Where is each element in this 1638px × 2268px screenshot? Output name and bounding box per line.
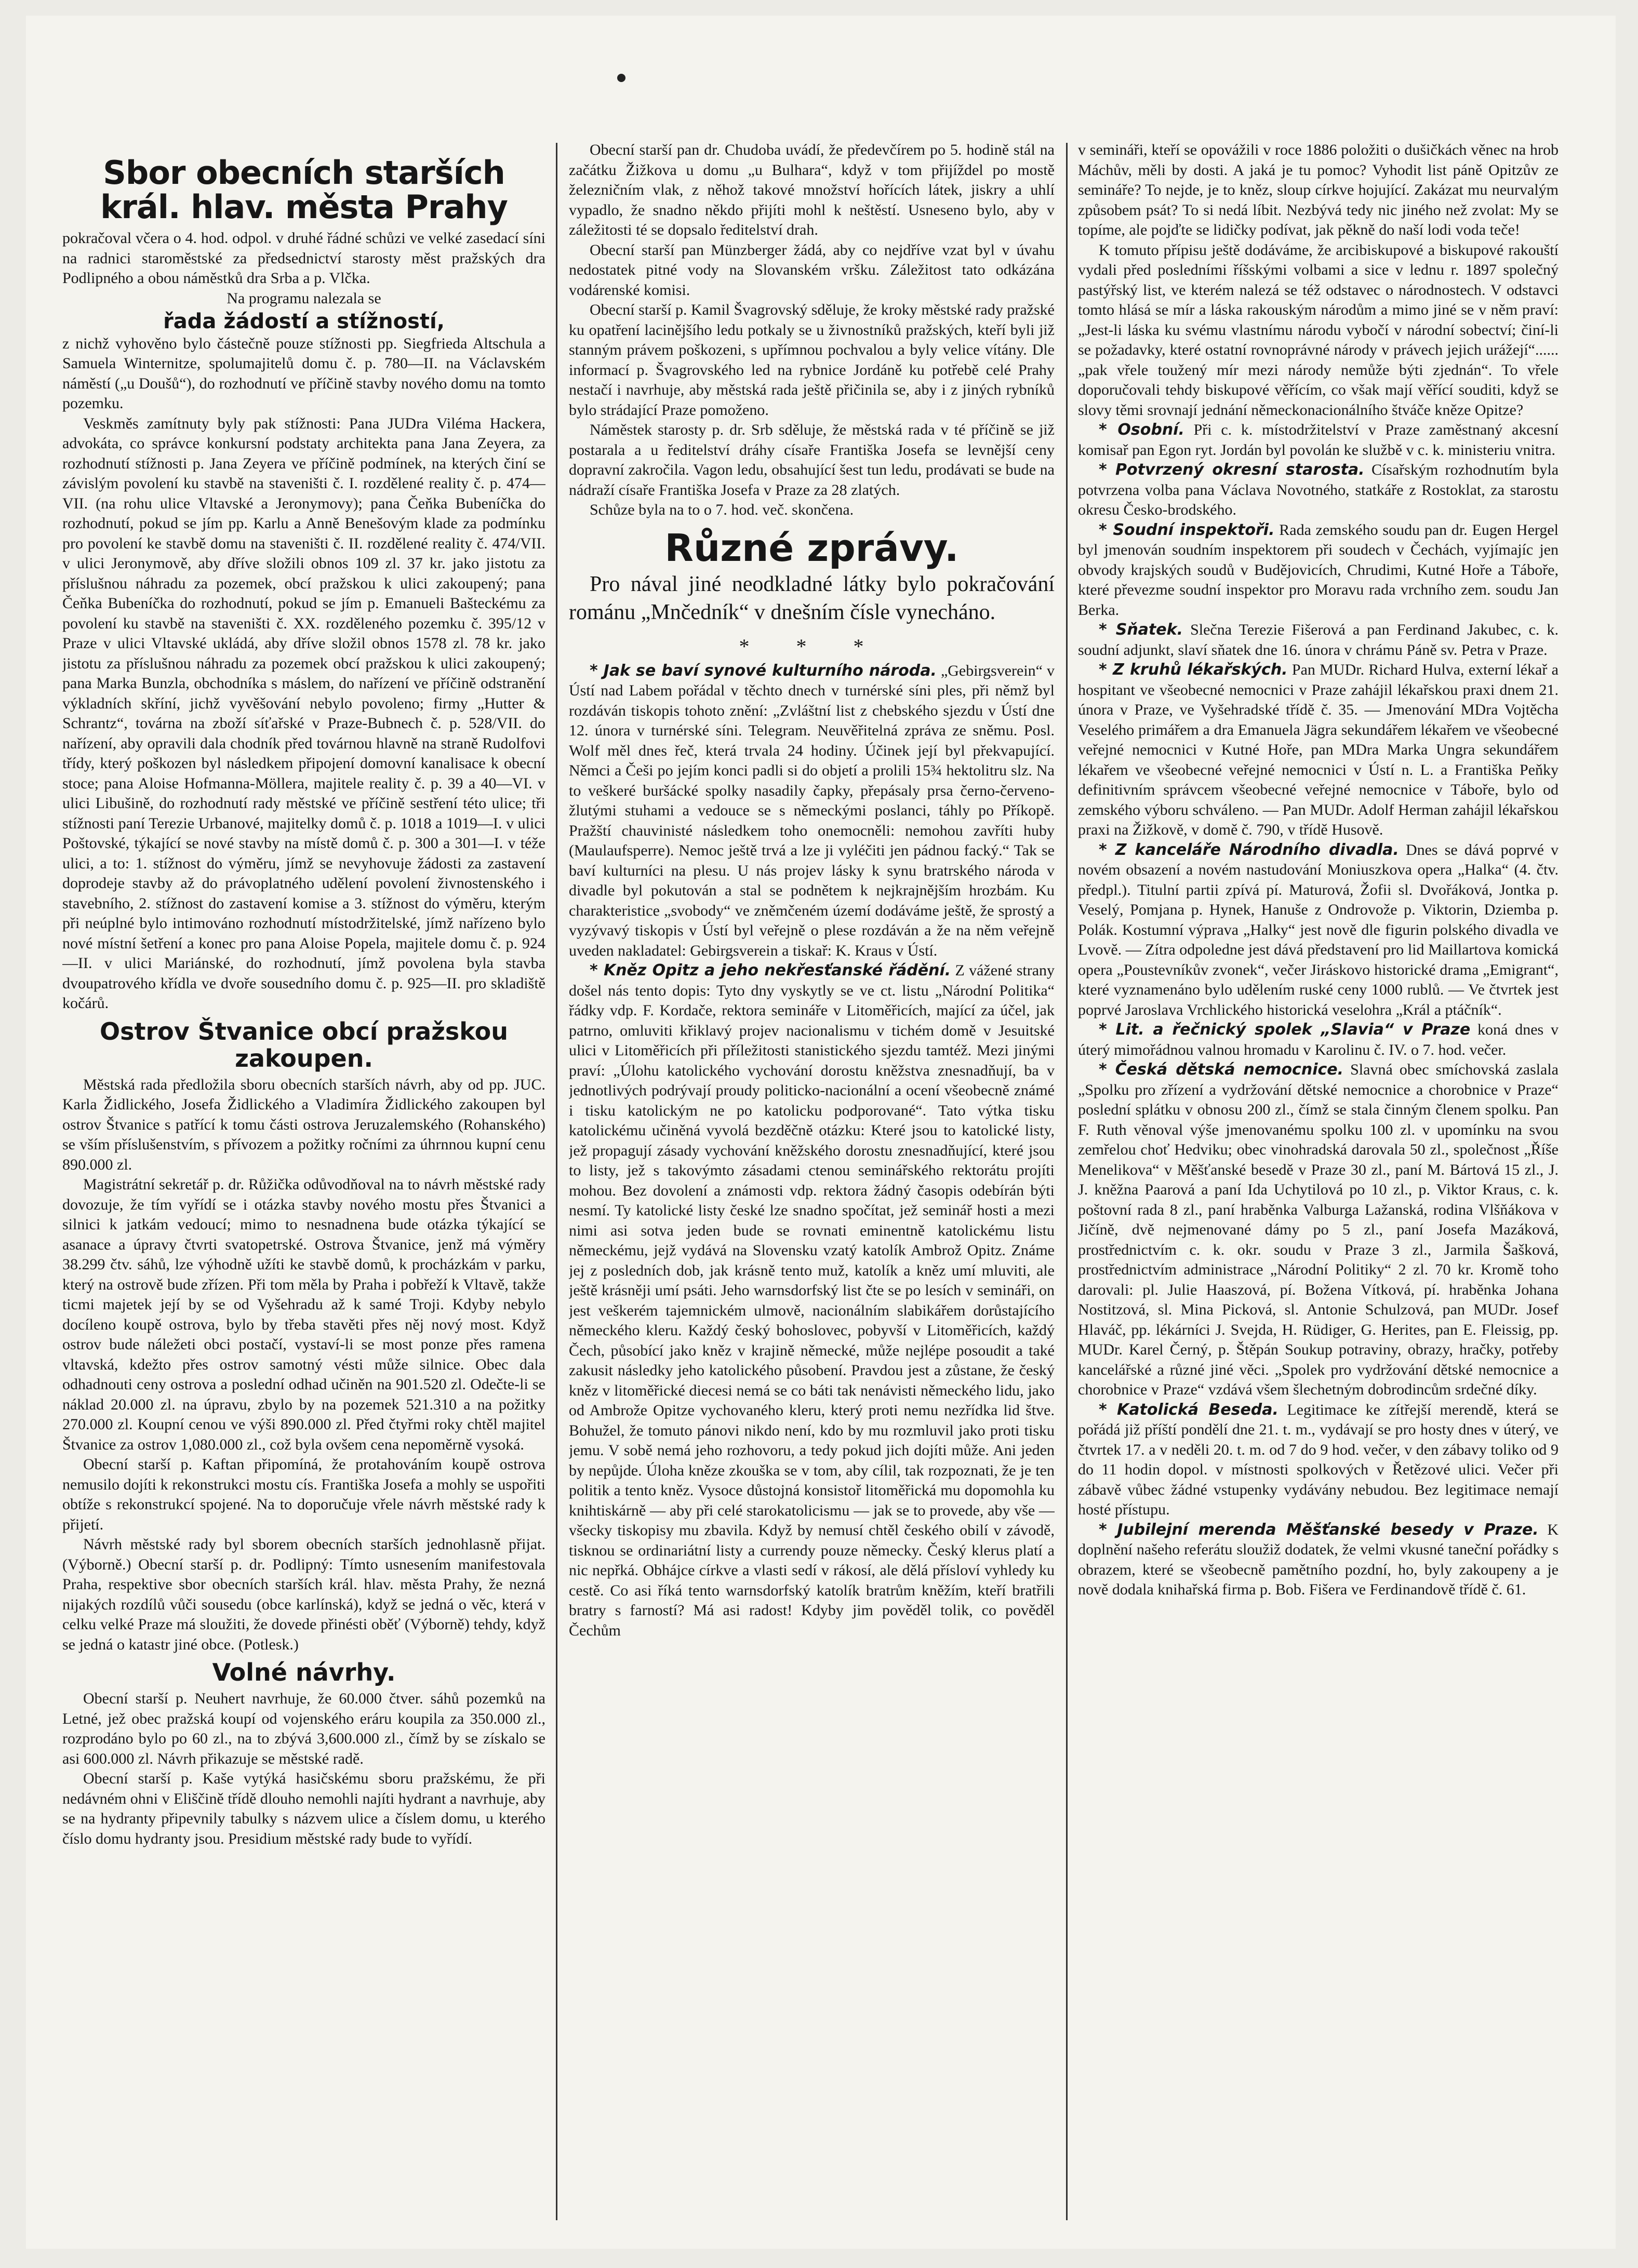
news-heading: * Česká dětská nemocnice. xyxy=(1099,1061,1344,1079)
paragraph: Při c. k. místodržitelství v Praze zaměstnaný akcesní komisař pan Egon ryt. Jordán byl povolán ke službě v c. k. ministeriu vnitra. xyxy=(1078,421,1559,459)
paragraph: Obecní starší p. Kamil Švagrovský sděluje, že kroky městské rady pražské ku opatření lacinějšího ledu potkaly se u živnostníků pražských, kteří byli již stanným právem poškozeni, s upřímnou pochvalou a byly velice vítány. Dle informací p. Švagrovského led na rybnice Jordáně ku potřebě celé Prahy nestačí i navrhuje, aby městská rada ještě přičinila se, aby i z jiných rybníků bylo strádající Praze pomoženo. xyxy=(569,301,1055,419)
paragraph: Městská rada předložila sboru obecních starších návrh, aby od pp. JUC. Karla Židlického, Josefa Židlického a Vladimíra Židlického zakoupen byl ostrov Štvanice s patřící k tomu části ostrova Jeruzalemského (Rohanského) se vším příslušenstvím, s přívozem a požitky ročními za úhrnnou kupní cenu 890.000 zl. xyxy=(62,1076,545,1173)
paragraph: Návrh městské rady byl sborem obecních starších jednohlasně přijat. (Výborně.) Obecní starší p. dr. Podlipný: Tímto usnesením manifestovala Praha, respektive sbor obecních starších král. hlav. města Prahy, že nezná nijakých rozdílů vůči sousedu (obce karlínská), když se jedná o věc, která v celku velké Praze má sloužiti, že dovede přinésti oběť (Výborně) tehdy, když se jedná o katastr jiné obce. (Potlesk.) xyxy=(62,1536,545,1653)
news-heading: * Kněz Opitz a jeho nekřesťanské řádění. xyxy=(590,961,951,979)
paragraph: Dnes se dává poprvé v novém obsazení a novém nastudování Moniuszkova opera „Halka“ (4. čtv. předpl.). Titulní partii zpívá pí. Maturová, Žofii sl. Dvořáková, Jontka p. Veselý, Pomjana p. Hynek, Hanuše z Ondrovože p. Viktorin, Dziemba p. Polák. Kostumní výprava „Halky“ jest nově dle figurin polského divadla ve Lvově. — Zítra odpoledne jest dává představení pro lid Maillartova komická opera „Poustevníkův zvonek“, večer Jiráskovo historické drama „Emigrant“, které vyznamenáno bylo udělením ruské ceny 1000 rublů. — Ve čtvrtek jest poprvé Jaroslava Vrchlického historická veselohra „Král a ptáčník“. xyxy=(1078,841,1559,1018)
paragraph: Na programu nalezala se xyxy=(227,289,381,307)
column-rule xyxy=(556,143,557,2220)
separator-stars: * * * xyxy=(739,635,885,658)
section-heading: Ostrov Štvanice obcí pražskou zakoupen. xyxy=(100,1017,508,1072)
paragraph: Císařským rozhodnutím byla potvrzena volba pana Václava Novotného, statkáře z Rostoklat, za starostu okresu Česko-brodského. xyxy=(1078,461,1559,518)
paragraph: pokračoval včera o 4. hod. odpol. v druhé řádné schůzi ve velké zasedací síni na radnici staroměstské za předsednictví starosty měst pražských dra Podlipného a obou náměstků dra Srba a p. Vlčka. xyxy=(62,230,545,287)
paragraph: „Gebirgsverein“ v Ústí nad Labem pořádal v těchto dnech v turnérské síni ples, při němž byl rozdáván tiskopis tohoto znění: „Zvláštní list z chebského sjezdu v Ústí dne 12. února v turnérské síni. Telegram. Neuvěřitelná zpráva ze sněmu. Posl. Wolf měl dnes řeč, která trvala 24 hodiny. Účinek její byl překvapující. Němci a Češi po jejím konci padli si do objetí a prolili 15¾ hektolitru slz. Na to veškeré buršácké spolky nasadily čapky, přepásaly prsa černo-červeno-žlutými stuhami a vedouce se s německými poslanci, táhly po Příkopě. Pražští chauvinisté následkem toho onemocněli: nemohou zavříti huby (Maulaufsperre). Nemoc ještě trvá a lze ji vyléčiti jen pádnou facký.“ Tak se baví kulturníci na plesu. U nás projev lásky k synu bratrského národa v divadle byl pokutován a stal se podnětem k nejkrajnějším hrozbám. Ku charakteristice „svobody“ ve zněmčeném území dodáváme ještě, že sprostý a vyzývavý tiskopis v Ústí byl veřejně o plese rozdáván a že na něm veřejně uveden nakladatel: Gebirgsverein a tiskař: K. Kraus v Ústí. xyxy=(569,662,1055,959)
newspaper-page xyxy=(26,16,1616,2249)
paragraph: Z vážené strany došel nás tento dopis: Tyto dny vyskytly se ve ct. listu „Národní Politika“ řádky vdp. F. Kordače, rektora semináře v Litoměřicích, mající za účel, jak patrno, omluviti křiklavý projev nacionalismu v tichém domě v Jesuitské ulici v Litoměřicích při příležitosti stanistického sjezdu tamtéž. Mezi jinými praví: „Úlohu katolického vychování dorostu kněžstva znesnadňují, ba v jednotlivých podrývají proudy politicko-nacionální a ocení všeobecně známé i tisku katolickým ne po katolicku podporované“. Tato výtka tisku katolickému učiněná vyvolá bezděčně otázku: Které jsou to katolické listy, jež propagují zásady vychování kněžského dorostu znesnadňující, které jsou to listy, jež s takovýmto zásadami ctenou seminářského rektorátu projíti mohou. Bez dovolení a známosti vdp. rektora žádný časopis odebírán býti nesmí. Ty katolické listy české lze snadno spočítat, jež seminář hosti a mezi nimi asi sotva jeden bude se rovnati eminentně katolickému listu německému, jejž vydává na Slovensku vzatý katolík Ambrož Opitz. Známe jej z posledních dob, jak krásně tento muž, katolík a kněz umí mluviti, ale ještě krásněji umí psáti. Jeho warnsdorfský list čte se po lesích v semináři, on jest veškerém tajemnickém ulmově, nacionálním slabikářem dorůstajícího německého kleru. Každý český bohoslovec, pobyvší v Litoměřicích, každý Čech, působící jako kněz v krajině německé, může nejlépe posoudit a také zakusit následky jeho katolického působení. Pravdou jest a zůstane, že český kněz v litoměřické diecesi nemá se co báti tak nenávisti německého lidu, jako od Ambrože Opitze vychovaného kleru, který proti nemu nezřídka lid štve. Bohužel, že tomuto pánovi nikdo není, kdo by mu rozmluvil jako proti tisku jemu. V sobě nemá jeho rozhovoru, a tedy pokud jich dojíti může. Ani jeden by nepůjde. Úloha kněze zkouška se v tom, aby cílil, tak rozpoznati, že je ten politik a tento kněz. Vysoce důstojná konsistoř litoměřická mu dopomohla ku knihtiskárně — aby při celé starokatolicismu — jak se to provede, aby vše — všecky tiskopisy mu zbavila. Když by nemusí chtěl českého obilí v závodě, tisknou se ordinariátní listy a currendy pouze německy. Český klerus platí a nic nepřká. Obhájce církve a vlasti sedí v rákosí, ale dělá přísloví vyhledy ku cestě. Co asi říká tento warnsdorfský katolík bratrům kněžím, kteří bratřili bratry s farností? Má asi radost! Kdyby jim pověděl tolik, co pověděl Čechům xyxy=(569,962,1055,1639)
section-heading: Volné návrhy. xyxy=(212,1658,396,1686)
paragraph: v semináři, kteří se opovážili v roce 1886 položiti o dušičkách věnec na hrob Máchův, měli by dosti. A jaká je tu pomoc? Vyhodit list páně Opitzův ze semináře? To nejde, je to kněz, sloup církve hojující. Zakázat mu neurvalým způsobem psát? To si nedá líbit. Nezbývá tedy nic jiného než zvolat: My se topíme, ale pojďte se lidičky podívat, jak pěkně do naší lodi voda teče! xyxy=(1078,141,1559,238)
column-rule xyxy=(1066,143,1068,2220)
paragraph: K doplnění našeho referátu sloužiž dodatek, že velmi vkusné taneční pořádky s obrazem, které se všeobecně pamětního pozdní, ho, byly zakoupeny a je nově dodala knihařská firma p. Bob. Fišera ve Ferdinandově třídě č. 61. xyxy=(1078,1521,1559,1598)
paragraph: Slavná obec smíchovská zaslala „Spolku pro zřízení a vydržování dětské nemocnice a chorobnice v Praze“ poslední splátku v obnosu 200 zl., čímž se stala činným členem spolku. Pan F. Ruth věnoval výše jmenovanému spolku 100 zl. v upomínku na svou zemřelou choť Hedviku; obec vinohradská darovala 50 zl., společnost „Říše Menelikova“ v Měšťanské besedě v Praze 30 zl., paní M. Bártová 15 zl., J. J. kněžna Paarová a paní Ida Uchytilová po 10 zl., p. Viktor Kraus, c. k. poštovní rada 8 zl., paní hraběnka Valburga Lažanská, rodina Vlšňákova v Jičíně, dvě nejmenované dámy po 5 zl., paní Josefa Mazáková, prostřednictvím c. k. okr. soudu v Praze 3 zl., Jarmila Šašková, prostřednictvím administrace „Národní Politiky“ 2 zl. 70 kr. Kromě toho darovali: pl. Julie Haaszová, pí. Božena Vítková, pí. hraběnka Johana Nostitzová, sl. Mina Picková, sl. Antonie Schulzová, pan MUDr. Josef Hlaváč, pp. lékárníci J. Svejda, H. Rüdiger, G. Herites, pan E. Fleissig, pp. MUDr. Karel Černý, p. Štěpán Soukup potraviny, obrazy, hračky, potřeby kancelářské a různé jiné věci. „Spolek pro vydržování dětské nemocnice a chorobnice v Praze“ vzdává všem šlechetným dobrodincům srdečné díky. xyxy=(1078,1061,1559,1398)
news-heading: * Jubilejní merenda Měšťanské besedy v Praze. xyxy=(1099,1520,1539,1539)
news-heading: * Lit. a řečnický spolek „Slavia“ v Praze xyxy=(1099,1021,1471,1039)
paragraph: Pan MUDr. Richard Hulva, externí lékař a hospitant ve všeobecné nemocnici v Praze zahájil lékařskou praxi dnem 21. února v Praze, ve Vyšehradské třídě č. 35. — Jmenování MDra Vojtěcha Veselého primářem a dra Emanuela Jägra sekundářem lékařem ve všeobecné veřejné nemocnici v Kutné Hoře, pan MDra Marka Ungra sekundářem lékařem ve všeobecné veřejné nemocnici v Ústí n. L. a Františka Peňky definitivním správcem všeobecné veřejné nemocnice v Táboře, bylo od zemského výboru schváleno. — Pan MUDr. Adolf Herman zahájil lékařskou praxi na Žižkově, v domě č. 790, v třídě Husově. xyxy=(1078,661,1559,838)
section-heading: řada žádostí a stížností, xyxy=(163,310,445,333)
column-1 xyxy=(62,140,545,2155)
paragraph: Náměstek starosty p. dr. Srb sděluje, že městská rada v té příčině se již postarala a u ředitelství dráhy císaře Františka Josefa se levnější ceny dopravní zakročila. Vagon ledu, obsahující šest tun ledu, prodávati se bude na nádraží císaře Františka Josefa v Praze za 28 zlatých. xyxy=(569,421,1055,499)
paragraph: koná dnes v úterý mimořádnou valnou hromadu v Karolinu č. IV. o 7. hod. večer. xyxy=(1078,1021,1559,1058)
news-heading: * Z kruhů lékařských. xyxy=(1099,661,1288,679)
paragraph: Obecní starší p. Kaftan připomíná, že protahováním koupě ostrova nemusilo dojíti k rekonstrukci mostu cís. Františka Josefa a mohly se uspořiti obtíže s rekonstrukcí spojené. Na to doporučuje vřele návrh městské rady k přijetí. xyxy=(62,1456,545,1533)
news-heading: * Katolická Beseda. xyxy=(1099,1400,1279,1419)
paragraph: Veskměs zamítnuty byly pak stížnosti: Pana JUDra Viléma Hackera, advokáta, co správce konkursní podstaty architekta pana Jana Zeyera, za rozhodnutí stížnosti p. Jana Zeyera ve příčině podmínek, na kterých činí se závislým povolení ku stavbě na staveništi č. I. rozdělené reality č. p. 474—VII. (na rohu ulice Vltavské a Jeronymovy); pana Čeňka Bubeníčka do rozhodnutí, pokud se jím pp. Karlu a Anně Benešovým klade za podmínku pro povolení ke stavbě domu na staveništi č. II. rozdělené reality č. 474/VII. v ulici Jeronymově, aby dříve složili obnos 109 zl. 37 kr. jako jistotu za příslušnou náhradu za pozemek, obcí pražskou k ulici zakoupený; pana Čeňka Bubeníčka do rozhodnutí, pokud se jím p. Emanueli Bašteckému za povolení ku stavbě na staveništi č. XX. rozděleného pozemku č. 395/12 v Praze v ulici Vltavské ukládá, aby dříve složil obnos 1578 zl. 78 kr. jako jistotu za příslušnou náhradu za pozemek obcí pražskou k ulici zakoupený; pana Marka Bunzla, obchodníka s máslem, do nařízení ve příčině odstranění výkladních skříní, jichž vyvěšování nebylo povoleno; firmy „Hutter & Schrantz“, továrna na zboží síťařské v Praze-Bubnech č. p. 528/VII. do nařízení, aby opravili dala chodník před továrnou hlavně na straně Rudolfovi třídy, který poškozen byl následkem připojení domovní kanalisace k obecní stoce; pana Aloise Hofmanna-Möllera, majitele reality č. p. 39 a 40—VI. v ulici Libušině, do rozhodnutí rady městské ve příčině sestření této ulice; tři stížnosti paní Terezie Urbanové, majitelky domů č. p. 1018 a 1019—I. v ulici Poštovské, týkající se nové stavby na místě domů č. p. 300 a 301—I. v téže ulici, a to: 1. stížnost do výměru, jímž se nevyhovuje žádosti za zastavení doprodeje stavby až do právoplatného udělení povolení živnostenského i stavebního, 2. stížnost do zastavení komise a 3. stížnost do výměru, kterým při neúplné bylo intimováno rozhodnutí místodržitelské, jímž nařízeno bylo nové místní šetření a konec pro pana Aloise Popela, majitele domu č. p. 924—II. v ulici Mariánské, do rozhodnutí, jímž povolena byla stavba dvoupatrového křídla ve dvoře sousedního domu č. p. 925—II. pro skladiště kočárů. xyxy=(62,414,545,1012)
paragraph: z nichž vyhověno bylo částečně pouze stížnosti pp. Siegfrieda Altschula a Samuela Winternitze, spolumajitelů domu č. p. 780—II. na Václavském náměstí („u Doušů“), do rozhodnutí ve příčině stavby nového domu na tomto pozemku. xyxy=(62,334,545,412)
column-2 xyxy=(569,140,1055,2155)
ink-dot xyxy=(617,74,625,82)
paragraph: Obecní starší p. Kaše vytýká hasičskému sboru pražskému, že při nedávném ohni v Eliščině třídě dlouho nemohli najíti hydrant a navrhuje, aby se na hydranty připevnily tabulky s názvem ulice a číslem domu, u kterého číslo domu hydranty jsou. Presidium městské rady bude to vyřídí. xyxy=(62,1770,545,1847)
paragraph: Legitimace ke zítřejší merendě, která se pořádá již příští pondělí dne 21. t. m., vydávají se pro hosty dnes v úterý, ve čtvrtek 17. a v neděli 20. t. m. od 7 do 9 hod. večer, v den zábavy toliko od 9 do 11 hodin dopol. v místnosti spolkových v Řetězové ulici. Večer při zábavě vůbec žádné vstupenky vydávány nebudou. Bez legitimace nemají hosté přístupu. xyxy=(1078,1401,1559,1518)
lead-paragraph: Pro nával jiné neodkladné látky bylo pokračování románu „Mnčedník“ v dnešním čísle vynecháno. xyxy=(569,572,1055,624)
paragraph: Obecní starší pan dr. Chudoba uvádí, že předevčírem po 5. hodině stál na začátku Žižkova u domu „u Bulhara“, když v tom přijíždel po mostě železničním vlak, z něhož takové množství hořících látek, jiskry a uhlí vypadlo, že snadno někdo přijíti mohl k neštěstí. Usneseno bylo, aby v záležitosti té se dopsalo ředitelství drah. xyxy=(569,141,1055,238)
paragraph: Obecní starší p. Neuhert navrhuje, že 60.000 čtver. sáhů pozemků na Letné, jež obec pražská koupí od vojenského eráru koupila za 350.000 zl., rozprodáno bylo po 60 zl., na to zbývá 3,600.000 zl., čímž by se získalo se asi 600.000 zl. Návrh přikazuje se městské radě. xyxy=(62,1690,545,1767)
article-title: Sbor obecních starších král. hlav. města Prahy xyxy=(100,154,508,226)
news-heading: * Potvrzený okresní starosta. xyxy=(1099,461,1365,479)
news-heading: * Osobní. xyxy=(1099,421,1184,439)
section-heading: Různé zprávy. xyxy=(664,526,959,570)
paragraph: Rada zemského soudu pan dr. Eugen Hergel byl jmenován soudním inspektorem při soudech v Čechách, vyjímajíc jen obvody krajských soudů v Budějovicích, Chrudimi, Kutné Hoře a Táboře, které převezme soudní inspektor pro Moravu rada vrchního zem. soudu Jan Berka. xyxy=(1078,521,1559,619)
paragraph: Obecní starší pan Münzberger žádá, aby co nejdříve vzat byl v úvahu nedostatek pitné vody na Slovanském vršku. Záležitost tato odkázána vodárenské komisi. xyxy=(569,241,1055,299)
paragraph: Magistrátní sekretář p. dr. Růžička odůvodňoval na to návrh městské rady dovozuje, že tím vyřídí se i otázka stavby nového mostu přes Štvanici a silnici k jatkám vedoucí; mimo to nesnadnena bude otázka týkající se asanace a úpravy čtvrti svatopetrské. Ostrova Štvanice, jenž má výměry 38.299 čtv. sáhů, lze výhodně užíti ke stavbě domů, k procházkám v parku, který na ostrově bude zřízen. Při tom měla by Praha i pobřeží k Vltavě, takže ticmi majetek její by se od Vyšehradu až k samé Troji. Kdyby nebylo docíleno koupě ostrova, bylo by třeba stavěti přes něj nový most. Když ostrov bude náležeti obci postačí, vystaví-li se most ponze přes ramena vltavská, kdežto přes ostrov samotný vésti může silnice. Obec dala odhadnouti ceny ostrova a poslední odhad učiněn na 901.520 zl. Odečte-li se náklad 20.000 zl. na úpravu, zbylo by na pozemek 521.310 a na požitky 270.000 zl. Koupní cenou ve výši 890.000 zl. Před čtyřmi roky chtěl majitel Štvanice za ostrov 1,080.000 zl., což byla ovšem cena nepoměrně vysoká. xyxy=(62,1176,545,1453)
news-heading: * Z kanceláře Národního divadla. xyxy=(1099,840,1399,859)
paragraph: Slečna Terezie Fišerová a pan Ferdinand Jakubec, c. k. soudní adjunkt, slaví sňatek dne 16. února v chrámu Páně sv. Petra v Praze. xyxy=(1078,621,1559,659)
news-heading: * Sňatek. xyxy=(1099,621,1183,639)
news-heading: * Jak se baví synové kulturního národa. xyxy=(590,661,937,680)
paragraph: Schůze byla na to o 7. hod. več. skončena. xyxy=(590,501,854,518)
paragraph: K tomuto přípisu ještě dodáváme, že arcibiskupové a biskupové rakouští vydali před posledními říšskými volbami a sice v lednu r. 1897 společný pastýřský list, ve kterém nalezá se též odstavec o národnostech. V odstavci tomto hlásá se mír a láska rakouským národům a mimo jiné se v něm praví: „Jest-li láska ku svému vlastnímu národu vybočí v národní sobectví; činí-li se požadavky, které ostatní rovnoprávné národy v právech jejich urážejí“...... „pak vřele toužený mír mezi národy nemůže býti zjednán“. To vřele doporučovali tehdy biskupové věřícím, co však mají věřící souditi, když se slovy těmi srovnají jednání německonacionálního štváče kněze Opitze? xyxy=(1078,241,1559,419)
news-heading: * Soudní inspektoři. xyxy=(1099,520,1275,539)
column-3 xyxy=(1078,140,1559,2155)
